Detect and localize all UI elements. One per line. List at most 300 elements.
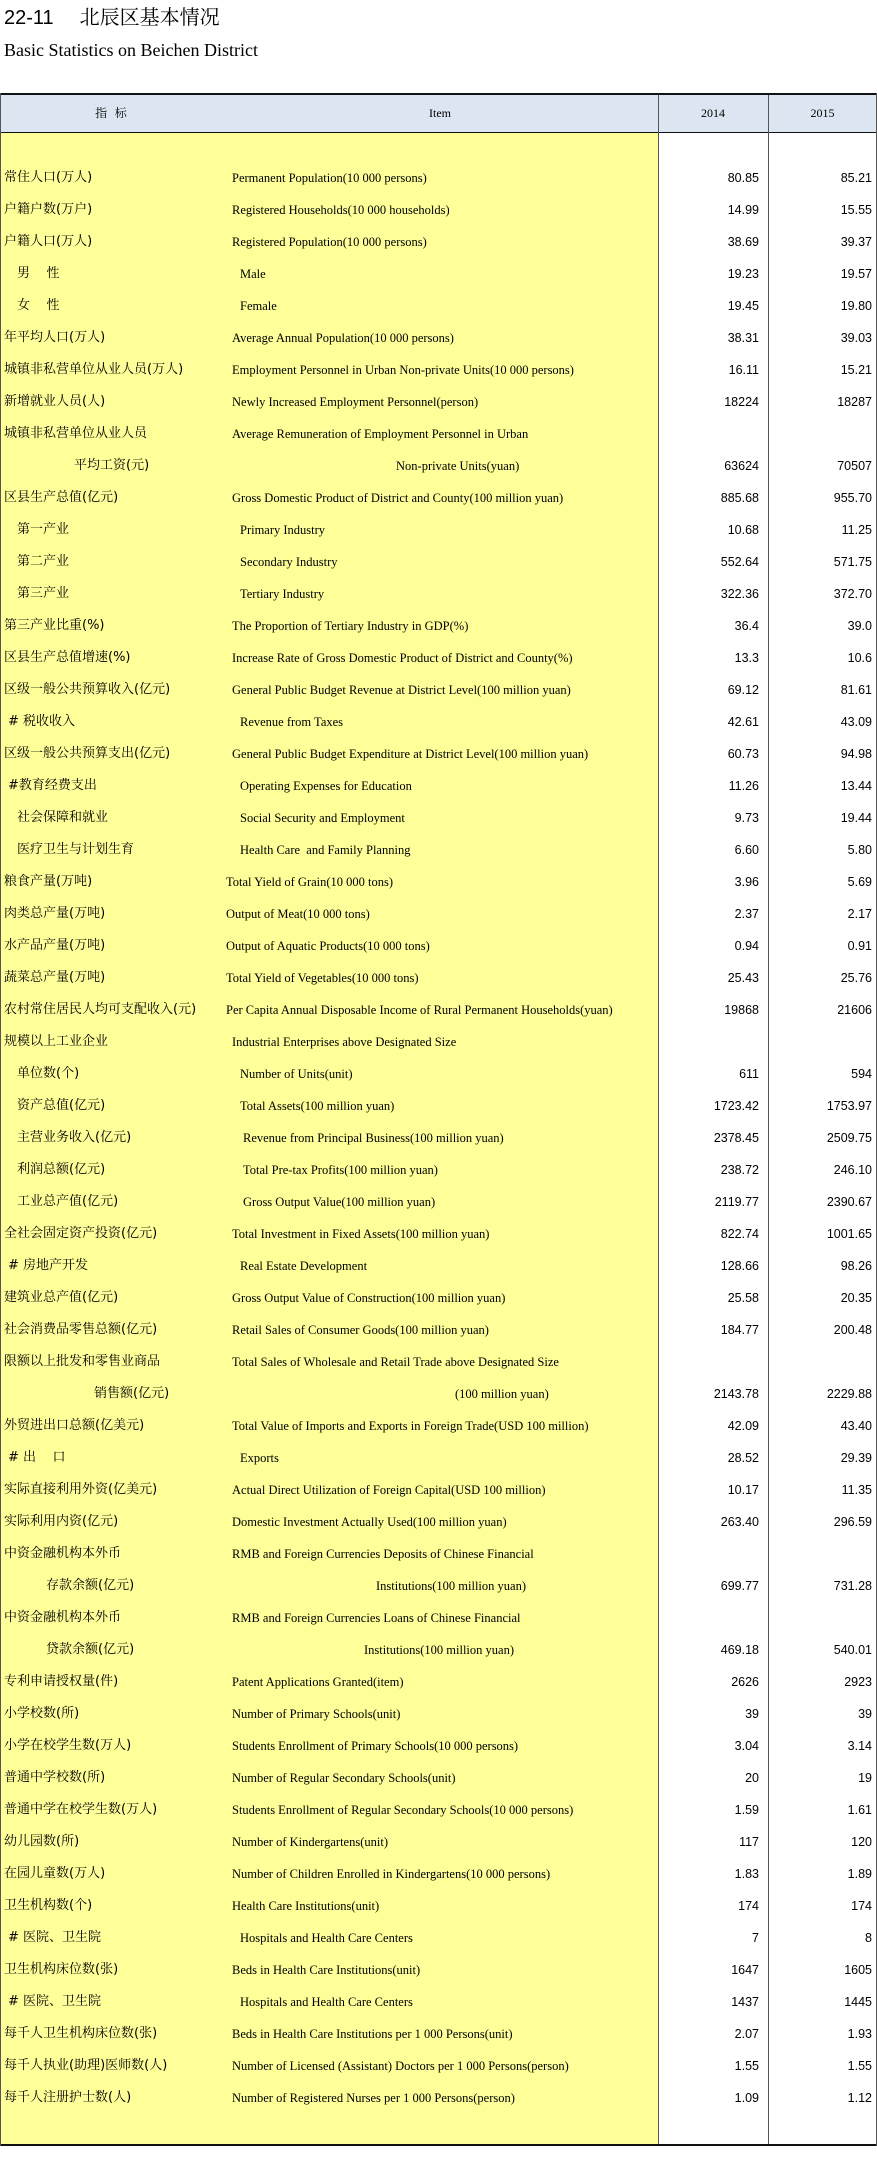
indicator-name-en: Revenue from Principal Business(100 million yuan) xyxy=(243,1131,504,1145)
table-row xyxy=(0,1538,877,1570)
table-left-border xyxy=(0,93,1,2146)
indicator-name-en: The Proportion of Tertiary Industry in GDP(%) xyxy=(232,619,469,633)
indicator-name-en: Total Sales of Wholesale and Retail Trade above Designated Size xyxy=(232,1355,559,1369)
table-row xyxy=(0,1314,877,1346)
value-2014: 38.31 xyxy=(727,331,759,345)
indicator-name-en: RMB and Foreign Currencies Loans of Chinese Financial xyxy=(232,1611,521,1625)
indicator-name-en: Number of Children Enrolled in Kindergartens(10 000 persons) xyxy=(232,1867,551,1881)
value-2015: 1445 xyxy=(844,1995,872,2009)
table-row xyxy=(0,1922,877,1954)
indicator-name-en: Students Enrollment of Regular Secondary Schools(10 000 persons) xyxy=(232,1803,574,1817)
indicator-name-zh: 普通中学在校学生数(万人) xyxy=(4,1802,158,1817)
table-row xyxy=(0,1058,877,1090)
table-row xyxy=(0,1602,877,1634)
table-bottom-rule xyxy=(0,2144,877,2146)
indicator-name-zh: 利润总额(亿元) xyxy=(17,1162,106,1177)
table-row xyxy=(0,1026,877,1058)
indicator-name-en: Newly Increased Employment Personnel(person) xyxy=(232,395,479,409)
indicator-name-zh: 限额以上批发和零售业商品 xyxy=(4,1354,161,1369)
value-2015: 70507 xyxy=(837,459,872,473)
value-2014: 885.68 xyxy=(720,491,759,505)
header-2015: 2015 xyxy=(810,106,835,120)
value-2015: 1.12 xyxy=(847,2091,872,2105)
value-2015: 1.89 xyxy=(847,1867,872,1881)
table-row xyxy=(0,802,877,834)
value-2014: 63624 xyxy=(724,459,759,473)
value-2014: 28.52 xyxy=(727,1451,759,1465)
indicator-name-zh: 单位数(个) xyxy=(17,1066,80,1081)
indicator-name-zh: 实际直接利用外资(亿美元) xyxy=(4,1482,158,1497)
indicator-name-zh: 区级一般公共预算收入(亿元) xyxy=(4,682,171,697)
indicator-name-en: Retail Sales of Consumer Goods(100 million yuan) xyxy=(232,1323,489,1337)
value-2015: 29.39 xyxy=(840,1451,872,1465)
indicator-name-zh: 资产总值(亿元) xyxy=(17,1098,106,1113)
indicator-name-en: Health Care Institutions(unit) xyxy=(232,1899,380,1913)
value-2014: 1.59 xyxy=(734,1803,759,1817)
indicator-name-zh: 工业总产值(亿元) xyxy=(17,1194,119,1209)
table-row xyxy=(0,194,877,226)
indicator-name-zh: 建筑业总产值(亿元) xyxy=(4,1290,119,1305)
column-divider xyxy=(768,95,769,2144)
value-2014: 11.26 xyxy=(728,779,759,793)
page-title xyxy=(4,5,220,29)
table-row xyxy=(0,1442,877,1474)
value-2015: 0.91 xyxy=(847,939,872,953)
value-2015: 120 xyxy=(851,1835,872,1849)
indicator-name-zh: 区县生产总值(亿元) xyxy=(4,490,119,505)
value-2015: 39 xyxy=(858,1707,872,1721)
indicator-name-en: Secondary Industry xyxy=(240,555,338,569)
value-2014: 2.37 xyxy=(734,907,759,921)
table-title-en: Basic Statistics on Beichen District xyxy=(4,40,258,60)
column-divider xyxy=(658,95,659,2144)
value-2015: 85.21 xyxy=(840,171,872,185)
indicator-name-zh: 普通中学校数(所) xyxy=(4,1770,106,1785)
table-row xyxy=(0,290,877,322)
indicator-name-zh: 医疗卫生与计划生育 xyxy=(17,842,135,857)
indicator-name-zh: 平均工资(元) xyxy=(74,458,150,473)
value-2014: 42.09 xyxy=(727,1419,759,1433)
indicator-name-zh: 年平均人口(万人) xyxy=(4,330,106,345)
value-2014: 25.58 xyxy=(727,1291,759,1305)
value-2015: 98.26 xyxy=(840,1259,872,1273)
indicator-name-zh: 实际利用内资(亿元) xyxy=(4,1514,119,1529)
value-2014: 263.40 xyxy=(720,1515,759,1529)
table-row xyxy=(0,1954,877,1986)
indicator-name-zh: 销售额(亿元) xyxy=(94,1386,170,1401)
value-2015: 11.35 xyxy=(841,1483,872,1497)
indicator-name-zh: # 医院、卫生院 xyxy=(8,1930,102,1945)
indicator-name-en: Number of Kindergartens(unit) xyxy=(232,1835,388,1849)
table-header-row xyxy=(0,95,877,132)
table-row xyxy=(0,226,877,258)
indicator-name-en: Number of Regular Secondary Schools(unit) xyxy=(232,1771,456,1785)
table-row xyxy=(0,1986,877,2018)
table-row xyxy=(0,898,877,930)
value-2015: 731.28 xyxy=(833,1579,872,1593)
value-2015: 246.10 xyxy=(833,1163,872,1177)
indicator-name-en: Increase Rate of Gross Domestic Product of District and County(%) xyxy=(232,651,573,665)
indicator-name-zh: 每千人执业(助理)医师数(人) xyxy=(4,2058,168,2073)
table-row xyxy=(0,770,877,802)
value-2014: 611 xyxy=(739,1067,759,1081)
table-row xyxy=(0,610,877,642)
table-row xyxy=(0,1218,877,1250)
table-row xyxy=(0,674,877,706)
table-row xyxy=(0,1634,877,1666)
indicator-name-zh: 卫生机构数(个) xyxy=(4,1898,93,1913)
indicator-name-en: Primary Industry xyxy=(240,523,326,537)
value-2014: 2626 xyxy=(731,1675,759,1689)
value-2014: 14.99 xyxy=(727,203,759,217)
value-2014: 18224 xyxy=(724,395,759,409)
indicator-name-en: Health Care and Family Planning xyxy=(240,843,411,857)
value-2014: 19868 xyxy=(724,1003,759,1017)
table-row xyxy=(0,482,877,514)
indicator-name-en: Output of Aquatic Products(10 000 tons) xyxy=(226,939,430,953)
value-2015: 1.61 xyxy=(847,1803,872,1817)
indicator-name-zh: 社会保障和就业 xyxy=(17,810,109,825)
value-2014: 469.18 xyxy=(720,1643,759,1657)
table-row xyxy=(0,1858,877,1890)
header-item: Item xyxy=(429,106,451,120)
table-row xyxy=(0,1506,877,1538)
value-2014: 2378.45 xyxy=(713,1131,759,1145)
table-row xyxy=(0,866,877,898)
value-2015: 21606 xyxy=(837,1003,872,1017)
table-row xyxy=(0,1186,877,1218)
indicator-name-en: Total Pre-tax Profits(100 million yuan) xyxy=(243,1163,438,1177)
indicator-name-en: Real Estate Development xyxy=(240,1259,368,1273)
value-2015: 19 xyxy=(858,1771,872,1785)
table-row xyxy=(0,642,877,674)
indicator-name-en: Institutions(100 million yuan) xyxy=(376,1579,526,1593)
table-row xyxy=(0,738,877,770)
value-2014: 69.12 xyxy=(727,683,759,697)
table-row xyxy=(0,1474,877,1506)
indicator-name-zh: # 医院、卫生院 xyxy=(8,1994,102,2009)
indicator-name-en: Number of Units(unit) xyxy=(240,1067,353,1081)
indicator-name-en: Students Enrollment of Primary Schools(10 000 persons) xyxy=(232,1739,519,1753)
value-2014: 2.07 xyxy=(734,2027,759,2041)
value-2014: 80.85 xyxy=(727,171,759,185)
value-2014: 1.09 xyxy=(734,2091,759,2105)
indicator-name-en: Registered Households(10 000 households) xyxy=(232,203,450,217)
value-2015: 296.59 xyxy=(833,1515,872,1529)
table-row xyxy=(0,1250,877,1282)
value-2015: 2390.67 xyxy=(826,1195,872,1209)
value-2015: 594 xyxy=(851,1067,872,1081)
table-row xyxy=(0,386,877,418)
indicator-name-zh: 第一产业 xyxy=(17,522,70,537)
value-2015: 20.35 xyxy=(840,1291,872,1305)
indicator-name-zh: 区级一般公共预算支出(亿元) xyxy=(4,746,171,761)
indicator-name-zh: 全社会固定资产投资(亿元) xyxy=(4,1226,158,1241)
value-2015: 19.44 xyxy=(840,811,872,825)
indicator-name-en: Number of Registered Nurses per 1 000 Persons(person) xyxy=(232,2091,515,2105)
table-row xyxy=(0,1090,877,1122)
value-2014: 19.23 xyxy=(727,267,759,281)
value-2014: 1.55 xyxy=(734,2059,759,2073)
value-2015: 81.61 xyxy=(840,683,872,697)
indicator-name-en: Patent Applications Granted(item) xyxy=(232,1675,404,1689)
table-row xyxy=(0,258,877,290)
indicator-name-zh: 外贸进出口总额(亿美元) xyxy=(4,1418,145,1433)
value-2014: 822.74 xyxy=(720,1227,759,1241)
indicator-name-zh: 粮食产量(万吨) xyxy=(4,874,93,889)
table-row xyxy=(0,418,877,450)
indicator-name-zh: 城镇非私营单位从业人员(万人) xyxy=(4,362,184,377)
value-2014: 6.60 xyxy=(734,843,759,857)
indicator-name-en: Output of Meat(10 000 tons) xyxy=(226,907,370,921)
value-2015: 2923 xyxy=(844,1675,872,1689)
indicator-name-en: Institutions(100 million yuan) xyxy=(364,1643,514,1657)
table-row xyxy=(0,834,877,866)
table-row xyxy=(0,1794,877,1826)
value-2015: 15.21 xyxy=(840,363,872,377)
indicator-name-zh: 每千人卫生机构床位数(张) xyxy=(4,2026,158,2041)
indicator-name-en: Total Assets(100 million yuan) xyxy=(240,1099,395,1113)
indicator-name-en: Total Yield of Vegetables(10 000 tons) xyxy=(226,971,419,985)
value-2014: 1437 xyxy=(731,1995,759,2009)
value-2014: 3.04 xyxy=(734,1739,759,1753)
table-row xyxy=(0,1154,877,1186)
indicator-name-zh: 城镇非私营单位从业人员 xyxy=(4,426,148,441)
value-2014: 20 xyxy=(745,1771,759,1785)
indicator-name-zh: 贷款余额(亿元) xyxy=(46,1642,135,1657)
indicator-name-zh: 女 性 xyxy=(17,298,60,313)
value-2014: 184.77 xyxy=(720,1323,759,1337)
value-2014: 1.83 xyxy=(734,1867,759,1881)
value-2014: 38.69 xyxy=(727,235,759,249)
indicator-name-zh: #教育经费支出 xyxy=(8,778,97,793)
indicator-name-en: Non-private Units(yuan) xyxy=(396,459,520,473)
indicator-name-en: Hospitals and Health Care Centers xyxy=(240,1995,413,2009)
value-2014: 60.73 xyxy=(727,747,759,761)
value-2015: 1605 xyxy=(844,1963,872,1977)
value-2015: 19.80 xyxy=(840,299,872,313)
table-row xyxy=(0,1570,877,1602)
indicator-name-en: Total Value of Imports and Exports in Foreign Trade(USD 100 million) xyxy=(232,1419,589,1433)
header-indicator: 指 标 xyxy=(95,106,127,120)
indicator-name-en: Average Annual Population(10 000 persons) xyxy=(232,331,454,345)
value-2015: 3.14 xyxy=(847,1739,872,1753)
indicator-name-en: Female xyxy=(240,299,277,313)
value-2015: 955.70 xyxy=(833,491,872,505)
value-2015: 39.03 xyxy=(840,331,872,345)
indicator-name-zh: 第三产业 xyxy=(17,586,70,601)
value-2014: 174 xyxy=(738,1899,759,1913)
value-2015: 15.55 xyxy=(840,203,872,217)
value-2014: 1647 xyxy=(731,1963,759,1977)
value-2014: 2143.78 xyxy=(713,1387,759,1401)
indicator-name-en: Total Yield of Grain(10 000 tons) xyxy=(226,875,394,889)
value-2014: 3.96 xyxy=(734,875,759,889)
value-2015: 43.09 xyxy=(840,715,872,729)
value-2015: 25.76 xyxy=(840,971,872,985)
value-2015: 2.17 xyxy=(847,907,872,921)
table-row xyxy=(0,1826,877,1858)
value-2015: 8 xyxy=(865,1931,872,1945)
indicator-name-en: Domestic Investment Actually Used(100 million yuan) xyxy=(232,1515,507,1529)
table-row xyxy=(0,1698,877,1730)
value-2015: 5.80 xyxy=(847,843,872,857)
value-2015: 2509.75 xyxy=(826,1131,872,1145)
value-2015: 1.93 xyxy=(847,2027,872,2041)
indicator-name-en: Revenue from Taxes xyxy=(240,715,344,729)
statistics-table xyxy=(0,93,877,2146)
indicator-name-zh: 新增就业人员(人) xyxy=(4,394,106,409)
indicator-name-en: Exports xyxy=(240,1451,279,1465)
indicator-name-en: Industrial Enterprises above Designated Size xyxy=(232,1035,457,1049)
indicator-name-zh: 幼儿园数(所) xyxy=(4,1834,80,1849)
indicator-name-en: RMB and Foreign Currencies Deposits of Chinese Financial xyxy=(232,1547,534,1561)
indicator-name-zh: 卫生机构床位数(张) xyxy=(4,1962,119,1977)
indicator-name-en: Permanent Population(10 000 persons) xyxy=(232,171,427,185)
indicator-name-zh: 第三产业比重(%) xyxy=(4,618,105,633)
indicator-name-en: Male xyxy=(240,267,266,281)
table-row xyxy=(0,1730,877,1762)
value-2015: 2229.88 xyxy=(826,1387,872,1401)
value-2014: 0.94 xyxy=(734,939,759,953)
table-row xyxy=(0,1346,877,1378)
indicator-name-zh: # 税收收入 xyxy=(8,714,76,729)
indicator-name-zh: 农村常住居民人均可支配收入(元) xyxy=(4,1002,197,1017)
indicator-name-en: Registered Population(10 000 persons) xyxy=(232,235,427,249)
indicator-name-zh: 蔬菜总产量(万吨) xyxy=(4,970,106,985)
indicator-name-zh: 规模以上工业企业 xyxy=(4,1034,109,1049)
value-2015: 11.25 xyxy=(841,523,872,537)
table-row xyxy=(0,1410,877,1442)
value-2015: 43.40 xyxy=(840,1419,872,1433)
table-row xyxy=(0,450,877,482)
table-row xyxy=(0,930,877,962)
indicator-name-en: Gross Output Value of Construction(100 million yuan) xyxy=(232,1291,506,1305)
indicator-name-zh: 存款余额(亿元) xyxy=(46,1578,135,1593)
indicator-name-en: Per Capita Annual Disposable Income of Rural Permanent Households(yuan) xyxy=(226,1003,613,1017)
indicator-name-en: Operating Expenses for Education xyxy=(240,779,412,793)
value-2014: 42.61 xyxy=(727,715,759,729)
indicator-name-zh: 第二产业 xyxy=(17,554,70,569)
indicator-name-en: Employment Personnel in Urban Non-private Units(10 000 persons) xyxy=(232,363,574,377)
table-title-zh: 北辰区基本情况 xyxy=(79,5,220,29)
value-2015: 1753.97 xyxy=(826,1099,872,1113)
value-2014: 25.43 xyxy=(727,971,759,985)
indicator-name-zh: 小学校数(所) xyxy=(4,1706,80,1721)
value-2014: 1723.42 xyxy=(713,1099,759,1113)
table-row xyxy=(0,578,877,610)
indicator-name-en: Tertiary Industry xyxy=(240,587,325,601)
indicator-name-en: (100 million yuan) xyxy=(455,1387,549,1401)
value-2014: 322.36 xyxy=(720,587,759,601)
indicator-name-zh: 中资金融机构本外币 xyxy=(4,1610,122,1625)
value-2014: 238.72 xyxy=(720,1163,759,1177)
value-2015: 200.48 xyxy=(833,1323,872,1337)
value-2015: 13.44 xyxy=(840,779,872,793)
indicator-name-zh: 男 性 xyxy=(17,266,60,281)
table-row xyxy=(0,962,877,994)
table-row xyxy=(0,1666,877,1698)
table-row xyxy=(0,2050,877,2082)
table-body xyxy=(0,133,877,2144)
value-2014: 39 xyxy=(745,1707,759,1721)
value-2015: 540.01 xyxy=(833,1643,872,1657)
value-2014: 10.68 xyxy=(727,523,759,537)
value-2015: 174 xyxy=(851,1899,872,1913)
indicator-name-zh: 中资金融机构本外币 xyxy=(4,1546,122,1561)
value-2014: 10.17 xyxy=(727,1483,759,1497)
value-2015: 39.37 xyxy=(840,235,872,249)
value-2015: 1.55 xyxy=(847,2059,872,2073)
value-2015: 5.69 xyxy=(847,875,872,889)
value-2014: 552.64 xyxy=(720,555,759,569)
indicator-name-zh: 每千人注册护士数(人) xyxy=(4,2090,132,2105)
table-row xyxy=(0,162,877,194)
value-2015: 1001.65 xyxy=(826,1227,872,1241)
value-2014: 699.77 xyxy=(720,1579,759,1593)
table-row xyxy=(0,1890,877,1922)
indicator-name-zh: 户籍人口(万人) xyxy=(4,234,93,249)
table-row xyxy=(0,1762,877,1794)
table-row xyxy=(0,2018,877,2050)
value-2014: 19.45 xyxy=(727,299,759,313)
indicator-name-en: Gross Output Value(100 million yuan) xyxy=(243,1195,436,1209)
indicator-name-zh: 水产品产量(万吨) xyxy=(4,938,106,953)
table-rows xyxy=(0,162,877,2114)
value-2014: 128.66 xyxy=(720,1259,759,1273)
value-2015: 19.57 xyxy=(840,267,872,281)
table-row xyxy=(0,546,877,578)
indicator-name-en: Total Investment in Fixed Assets(100 million yuan) xyxy=(232,1227,490,1241)
table-row xyxy=(0,514,877,546)
indicator-name-zh: 区县生产总值增速(%) xyxy=(4,650,131,665)
indicator-name-zh: 户籍户数(万户) xyxy=(4,202,93,217)
value-2014: 117 xyxy=(739,1835,759,1849)
value-2014: 16.11 xyxy=(728,363,759,377)
value-2014: 7 xyxy=(752,1931,759,1945)
header-2014: 2014 xyxy=(701,106,725,120)
indicator-name-zh: 小学在校学生数(万人) xyxy=(4,1738,132,1753)
indicator-name-zh: # 出 口 xyxy=(8,1450,66,1465)
table-row xyxy=(0,2082,877,2114)
value-2015: 571.75 xyxy=(833,555,872,569)
value-2015: 18287 xyxy=(837,395,872,409)
value-2015: 94.98 xyxy=(840,747,872,761)
table-row xyxy=(0,994,877,1026)
value-2015: 10.6 xyxy=(847,651,872,665)
value-2014: 36.4 xyxy=(734,619,759,633)
value-2015: 372.70 xyxy=(833,587,872,601)
indicator-name-en: Gross Domestic Product of District and County(100 million yuan) xyxy=(232,491,564,505)
table-row xyxy=(0,354,877,386)
indicator-name-en: Hospitals and Health Care Centers xyxy=(240,1931,413,1945)
table-number: 22-11 xyxy=(4,7,54,29)
value-2015: 39.0 xyxy=(847,619,872,633)
indicator-name-en: Beds in Health Care Institutions(unit) xyxy=(232,1963,421,1977)
indicator-name-zh: # 房地产开发 xyxy=(8,1258,89,1273)
table-row xyxy=(0,706,877,738)
indicator-name-zh: 常住人口(万人) xyxy=(4,170,93,185)
value-2014: 13.3 xyxy=(734,651,759,665)
table-row xyxy=(0,1122,877,1154)
indicator-name-zh: 肉类总产量(万吨) xyxy=(4,906,106,921)
indicator-name-en: Average Remuneration of Employment Personnel in Urban xyxy=(232,427,529,441)
indicator-name-en: Social Security and Employment xyxy=(240,811,405,825)
indicator-name-en: General Public Budget Expenditure at District Level(100 million yuan) xyxy=(232,747,589,761)
indicator-name-en: Number of Licensed (Assistant) Doctors per 1 000 Persons(person) xyxy=(232,2059,569,2073)
indicator-name-zh: 主营业务收入(亿元) xyxy=(17,1130,132,1145)
indicator-name-en: Beds in Health Care Institutions per 1 000 Persons(unit) xyxy=(232,2027,513,2041)
